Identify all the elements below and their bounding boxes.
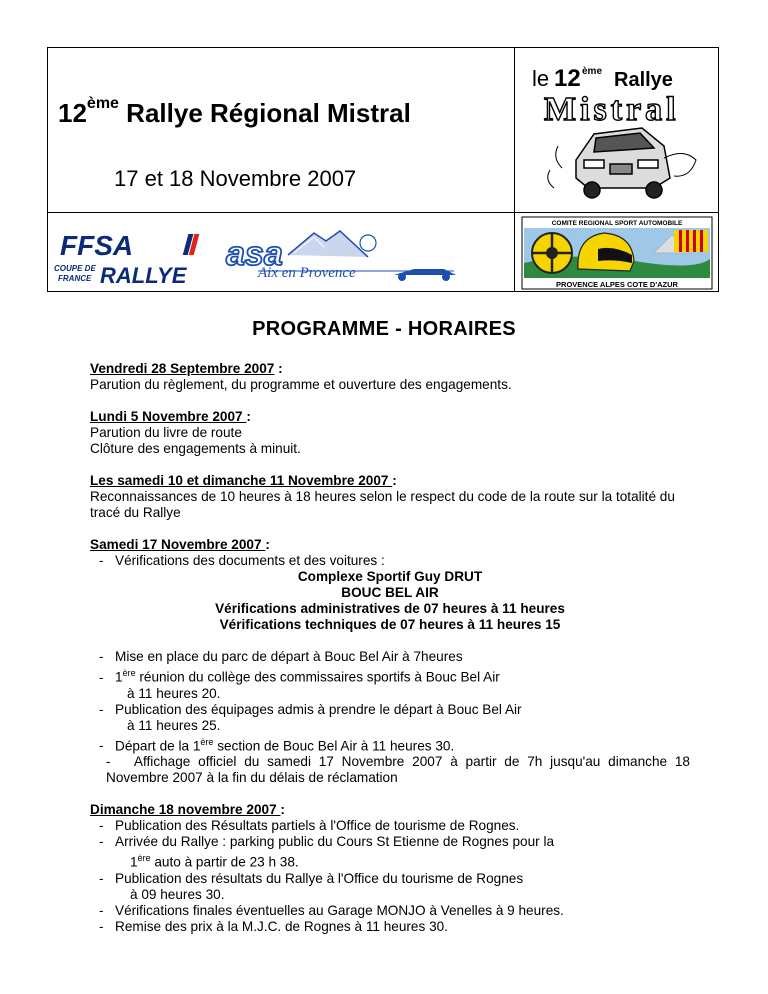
event-dates: 17 et 18 Novembre 2007 [114, 166, 357, 191]
list-item: - Affichage officiel du samedi 17 Novembre 2007 à partir de 7h jusqu'au dimanche 18 Novembre 2007 à la fin du délais de réclamation [106, 754, 690, 786]
rallye-mistral-logo [514, 48, 720, 212]
section-line: Clôture des engagements à minuit. [90, 441, 301, 456]
logo-sup: ème [582, 66, 603, 77]
section-heading: Vendredi 28 Septembre 2007 [90, 361, 275, 376]
ffsa-logo [48, 213, 218, 293]
rally-car-illustration [548, 128, 696, 198]
list-item-cont: à 11 heures 25. [127, 717, 221, 733]
logo-mistral-word: Mistral [544, 91, 680, 128]
section-line: Parution du règlement, du programme et ouverture des engagements. [90, 377, 512, 392]
asa-city: Aix en Provence [258, 265, 356, 281]
list-item: - Départ de la 1ère section de Bouc Bel Air à 11 heures 30. [99, 736, 455, 754]
logo-num: 12 [554, 65, 581, 92]
section-heading: Samedi 17 Novembre 2007 [90, 537, 266, 552]
ffsa-france: FRANCE [58, 274, 92, 283]
ffsa-coupe: COUPE DE [54, 264, 96, 273]
section-heading: Les samedi 10 et dimanche 11 Novembre 2007 [90, 473, 393, 488]
header-table [47, 47, 719, 292]
list-item-cont: à 09 heures 30. [130, 886, 225, 902]
list-item: - Publication des Résultats partiels à l'Office de tourisme de Rognes. [99, 818, 520, 834]
list-item: - 1ère réunion du collège des commissaires sportifs à Bouc Bel Air [99, 668, 500, 685]
section-lundi: Lundi 5 Novembre 2007 : Parution du livre de route Clôture des engagements à minuit. [90, 409, 690, 457]
section-reconnaissances: Les samedi 10 et dimanche 11 Novembre 2007 : Reconnaissances de 10 heures à 18 heures selon le respect du code de la route sur la totalité du tracé du Rallye [90, 473, 690, 521]
section-line: Reconnaissances de 10 heures à 18 heures selon le respect du code de la route sur la totalité du tracé du Rallye [90, 489, 675, 520]
section-heading: Lundi 5 Novembre 2007 [90, 409, 247, 424]
list-item: - Publication des équipages admis à prendre le départ à Bouc Bel Air [99, 701, 522, 717]
list-item: - Publication des résultats du Rallye à l'Office du tourisme de Rognes [99, 870, 524, 886]
tech-checks-time: Vérifications techniques de 07 heures à 11 heures 15 [219, 617, 561, 632]
admin-checks-time: Vérifications administratives de 07 heures à 11 heures [215, 601, 565, 616]
event-title: 12ème Rallye Régional Mistral [58, 95, 411, 128]
logo-le: le [532, 66, 550, 91]
location-name: Complexe Sportif Guy DRUT [297, 569, 483, 584]
list-item: - Remise des prix à la M.J.C. de Rognes à 11 heures 30. [99, 918, 448, 934]
ffsa-word: FFSA [60, 230, 134, 261]
comite-regional-logo [514, 213, 720, 293]
list-item-cont: à 11 heures 20. [127, 685, 221, 701]
section-samedi: Samedi 17 Novembre 2007 : - Vérifications des documents et des voitures : Complexe Sportif Guy DRUT BOUC BEL AIR Vérifications administratives de 07 heures à 11 heures Vérifications techniques de 07 heures à 11 heures 15 - Mise en place du parc de départ à Bouc Bel Air à 7heures - 1ère réunion du collège des commissaires sportifs à Bouc Bel Air à 11 heures 20. - Publication des équipages admis à prendre le départ à Bouc Bel Air à 11 heures 25. - Départ de la 1ère section de Bouc Bel Air à 11 heures 30. - Affichage officiel du samedi 17 Novembre 2007 à partir de 7h jusqu'au dimanche 18 Novembre 2007 à la fin du délais de réclamation [90, 537, 690, 786]
comite-bottom-text: PROVENCE ALPES COTE D'AZUR [556, 280, 678, 289]
logo-rallye-word: Rallye [614, 69, 673, 91]
list-item: - Vérifications des documents et des voitures : [99, 553, 385, 568]
asa-aix-logo [218, 213, 514, 293]
list-item: - Vérifications finales éventuelles au Garage MONJO à Venelles à 9 heures. [99, 902, 564, 918]
section-vendredi: Vendredi 28 Septembre 2007 : Parution du règlement, du programme et ouverture des engagements. [90, 361, 690, 393]
section-heading: Dimanche 18 novembre 2007 [90, 802, 281, 818]
title-cell [48, 48, 514, 212]
section-dimanche: Dimanche 18 novembre 2007 : - Publication des Résultats partiels à l'Office de tourisme de Rognes. - Arrivée du Rallye : parking public du Cours St Etienne de Rognes pour la 1ère auto à partir de 23 h 38. - Publication des résultats du Rallye à l'Office du tourisme de Rognes à 09 heures 30. - Vérifications finales éventuelles au Garage MONJO à Venelles à 9 heures. - Remise des prix à la M.J.C. de Rognes à 11 heures 30. [90, 802, 690, 935]
list-item: - Arrivée du Rallye : parking public du Cours St Etienne de Rognes pour la [99, 834, 555, 850]
list-item-cont: 1ère auto à partir de 23 h 38. [130, 853, 299, 870]
comite-top-text: COMITE REGIONAL SPORT AUTOMOBILE [551, 220, 683, 227]
schedule-content [90, 361, 690, 951]
page-title: PROGRAMME - HORAIRES [252, 318, 516, 340]
section-line: Parution du livre de route [90, 425, 242, 440]
asa-word: asa [226, 235, 283, 273]
list-item: - Mise en place du parc de départ à Bouc Bel Air à 7heures [99, 649, 463, 664]
ffsa-rallye: RALLYE [100, 263, 187, 288]
location-city: BOUC BEL AIR [341, 585, 439, 600]
